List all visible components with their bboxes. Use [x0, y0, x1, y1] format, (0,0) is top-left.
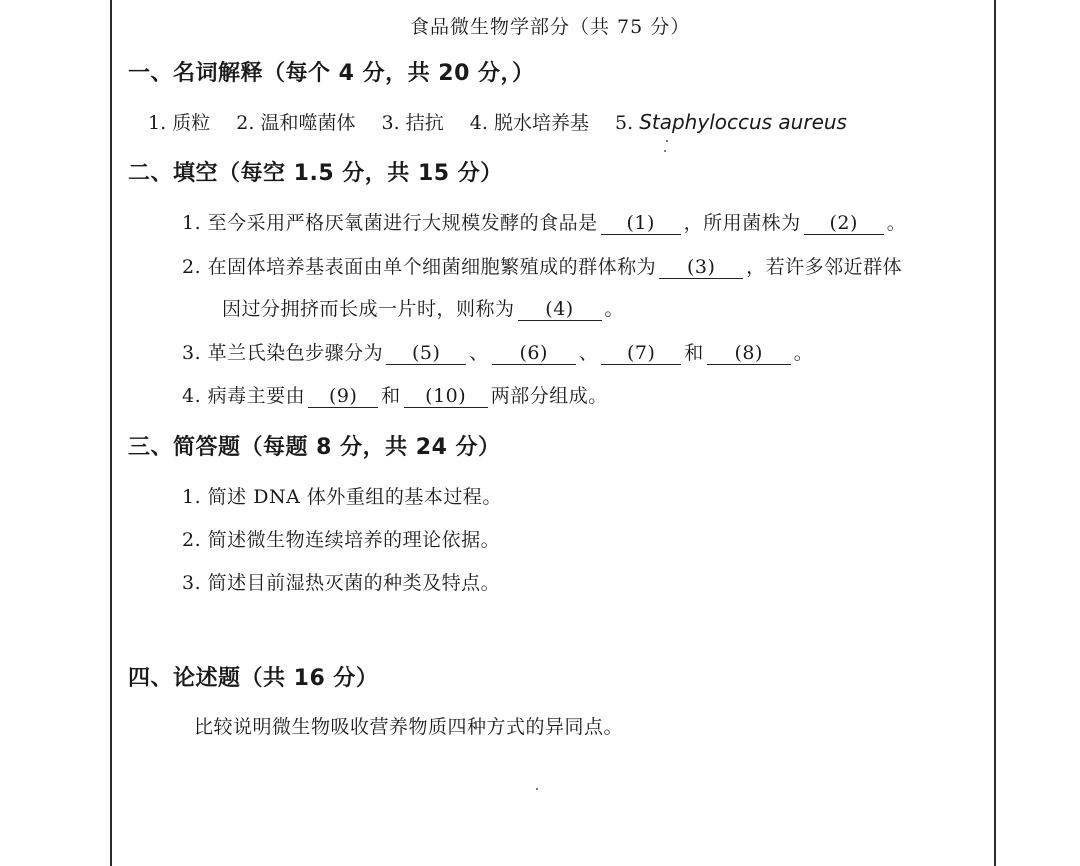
terms-list — [148, 108, 867, 135]
section1-heading: 一、名词解释（每个 4 分，共 20 分，） — [128, 61, 535, 86]
scan-speck — [536, 788, 538, 790]
blank-2: (2) — [804, 212, 884, 235]
scan-speck — [666, 140, 668, 142]
section3-heading: 三、简答题（每题 8 分，共 24 分） — [128, 435, 501, 460]
fill-question-2: 2. 在固体培养基表面由单个细菌细胞繁殖成的群体称为 (3) ，若许多邻近群体 — [182, 256, 903, 278]
blank-7: (7) — [601, 342, 681, 365]
term-item: 2. 温和噬菌体 — [236, 112, 356, 134]
section2-heading: 二、填空（每空 1.5 分，共 15 分） — [128, 161, 503, 186]
page-title: 食品微生物学部分（共 75 分） — [410, 16, 691, 38]
short-answer-1: 1. 简述 DNA 体外重组的基本过程。 — [182, 486, 502, 508]
term-item: 5. Staphyloccus aureus — [615, 110, 847, 134]
blank-6: (6) — [492, 342, 576, 365]
short-answer-2: 2. 简述微生物连续培养的理论依据。 — [182, 529, 501, 551]
blank-4: (4) — [518, 298, 602, 321]
blank-9: (9) — [308, 385, 378, 408]
fill-question-3: 3. 革兰氏染色步骤分为 (5) 、 (6) 、 (7) 和 (8) 。 — [182, 342, 814, 364]
blank-3: (3) — [659, 256, 743, 279]
section4-heading: 四、论述题（共 16 分） — [128, 666, 379, 691]
scan-speck — [664, 150, 666, 152]
blank-10: (10) — [404, 385, 488, 408]
fill-question-1: 1. 至今采用严格厌氧菌进行大规模发酵的食品是 (1) ，所用菌株为 (2) 。 — [182, 212, 907, 234]
term-item: 4. 脱水培养基 — [469, 112, 589, 134]
fill-question-4: 4. 病毒主要由 (9) 和 (10) 两部分组成。 — [182, 385, 608, 407]
essay-question: 比较说明微生物吸收营养物质四种方式的异同点。 — [194, 716, 624, 738]
short-answer-3: 3. 简述目前湿热灭菌的种类及特点。 — [182, 572, 501, 594]
fill-question-2-cont: 因过分拥挤而长成一片时，则称为 (4) 。 — [222, 298, 625, 320]
blank-5: (5) — [386, 342, 466, 365]
term-item: 1. 质粒 — [148, 112, 211, 134]
term-item: 3. 拮抗 — [381, 112, 444, 134]
blank-8: (8) — [707, 342, 791, 365]
blank-1: (1) — [601, 212, 681, 235]
